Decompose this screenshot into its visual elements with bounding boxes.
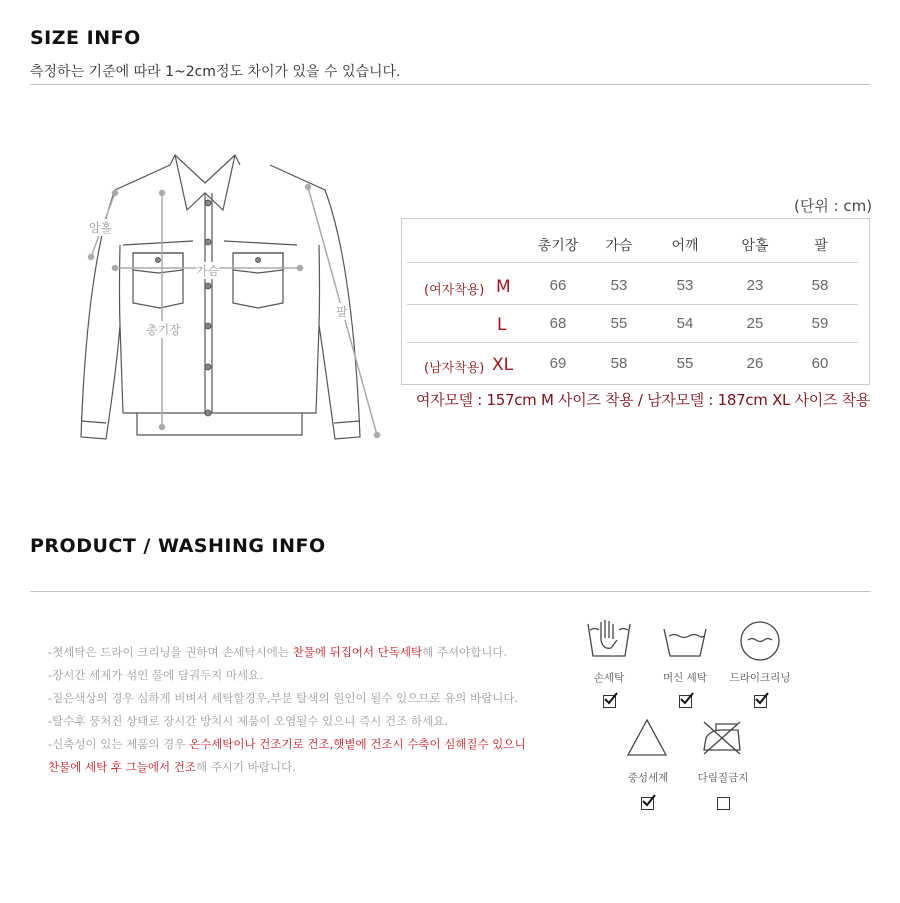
- table-cell: 59: [811, 315, 829, 332]
- care-check-machine-wash[interactable]: [679, 695, 692, 708]
- table-cell: 60: [811, 355, 829, 372]
- care-label: 다림질금지: [697, 772, 749, 784]
- table-cell: 54: [676, 315, 694, 332]
- table-cell: 55: [676, 355, 694, 372]
- col-header-shoulder: 어깨: [671, 238, 699, 254]
- table-cell: 58: [811, 277, 829, 294]
- dry-clean-icon: [738, 620, 782, 662]
- row-size-l: L: [497, 315, 507, 335]
- table-divider: [407, 304, 858, 305]
- table-cell: 26: [746, 355, 764, 372]
- size-info-divider: [30, 84, 870, 85]
- table-cell: 25: [746, 315, 764, 332]
- neutral-detergent-icon: [625, 718, 669, 758]
- wash-note-5: -신축성이 있는 제품의 경우 온수세탁이나 건조기로 건조,햇볕에 건조시 수축이 심해질수 있으니: [48, 737, 526, 751]
- wash-note-3: -짙은색상의 경우 심하게 비벼서 세탁할경우,부분 탈색의 원인이 될수 있으므로 유의 바랍니다.: [48, 691, 519, 705]
- row-group-label: (여자착용): [424, 283, 485, 298]
- hand-wash-icon: [585, 618, 633, 660]
- table-cell: 68: [549, 315, 567, 332]
- table-divider: [407, 262, 858, 263]
- no-iron-icon: [700, 720, 744, 756]
- model-note: 여자모델 : 157cm M 사이즈 착용 / 남자모델 : 187cm XL 사이즈 착용: [416, 391, 870, 409]
- table-cell: 58: [610, 355, 628, 372]
- care-check-dry-clean[interactable]: [754, 695, 767, 708]
- care-check-hand-wash[interactable]: [603, 695, 616, 708]
- col-header-chest: 가슴: [605, 238, 633, 254]
- care-label: 손세탁: [593, 672, 625, 684]
- length-label: 총기장: [146, 323, 181, 337]
- wash-note-1: -첫세탁은 드라이 크리닝을 권하며 손세탁시에는 찬물에 뒤집어서 단독세탁해 주셔야합니다.: [48, 645, 508, 659]
- col-header-length: 총기장: [537, 238, 579, 254]
- wash-note-2: -장시간 세제가 섞인 물에 담궈두지 마세요.: [48, 668, 263, 682]
- size-info-title: SIZE INFO: [30, 27, 141, 49]
- size-info-subtitle: 측정하는 기준에 따라 1~2cm정도 차이가 있을 수 있습니다.: [30, 64, 401, 80]
- table-cell: 66: [549, 277, 567, 294]
- machine-wash-icon: [662, 626, 708, 658]
- sleeve-label: 팔: [336, 305, 348, 319]
- col-header-sleeve: 팔: [814, 238, 828, 254]
- wash-note-4: -탈수후 뭉처진 상태로 장시간 방치시 제품이 오염될수 있으니 즉시 건조 하세요.: [48, 714, 448, 728]
- table-cell: 53: [676, 277, 694, 294]
- unit-label: (단위 : cm): [794, 197, 873, 215]
- jacket-diagram: [75, 145, 395, 450]
- row-group-label: (남자착용): [424, 361, 485, 376]
- care-label: 드라이크리닝: [729, 672, 791, 684]
- care-check-no-iron[interactable]: [717, 797, 730, 810]
- care-check-neutral-detergent[interactable]: [641, 797, 654, 810]
- care-label: 중성세제: [627, 772, 669, 784]
- care-label: 머신 세탁: [663, 672, 707, 684]
- wash-note-6: 찬물에 세탁 후 그늘에서 건조해 주시기 바랍니다.: [48, 760, 296, 774]
- row-size-xl: XL: [492, 355, 514, 375]
- table-divider: [407, 342, 858, 343]
- table-cell: 23: [746, 277, 764, 294]
- product-info-divider: [30, 591, 870, 592]
- table-cell: 55: [610, 315, 628, 332]
- table-cell: 53: [610, 277, 628, 294]
- chest-label: 가슴: [196, 264, 220, 278]
- armhole-label: 암홀: [89, 221, 113, 235]
- col-header-armhole: 암홀: [741, 238, 769, 254]
- table-cell: 69: [549, 355, 567, 372]
- product-info-title: PRODUCT / WASHING INFO: [30, 535, 326, 557]
- row-size-m: M: [496, 277, 511, 297]
